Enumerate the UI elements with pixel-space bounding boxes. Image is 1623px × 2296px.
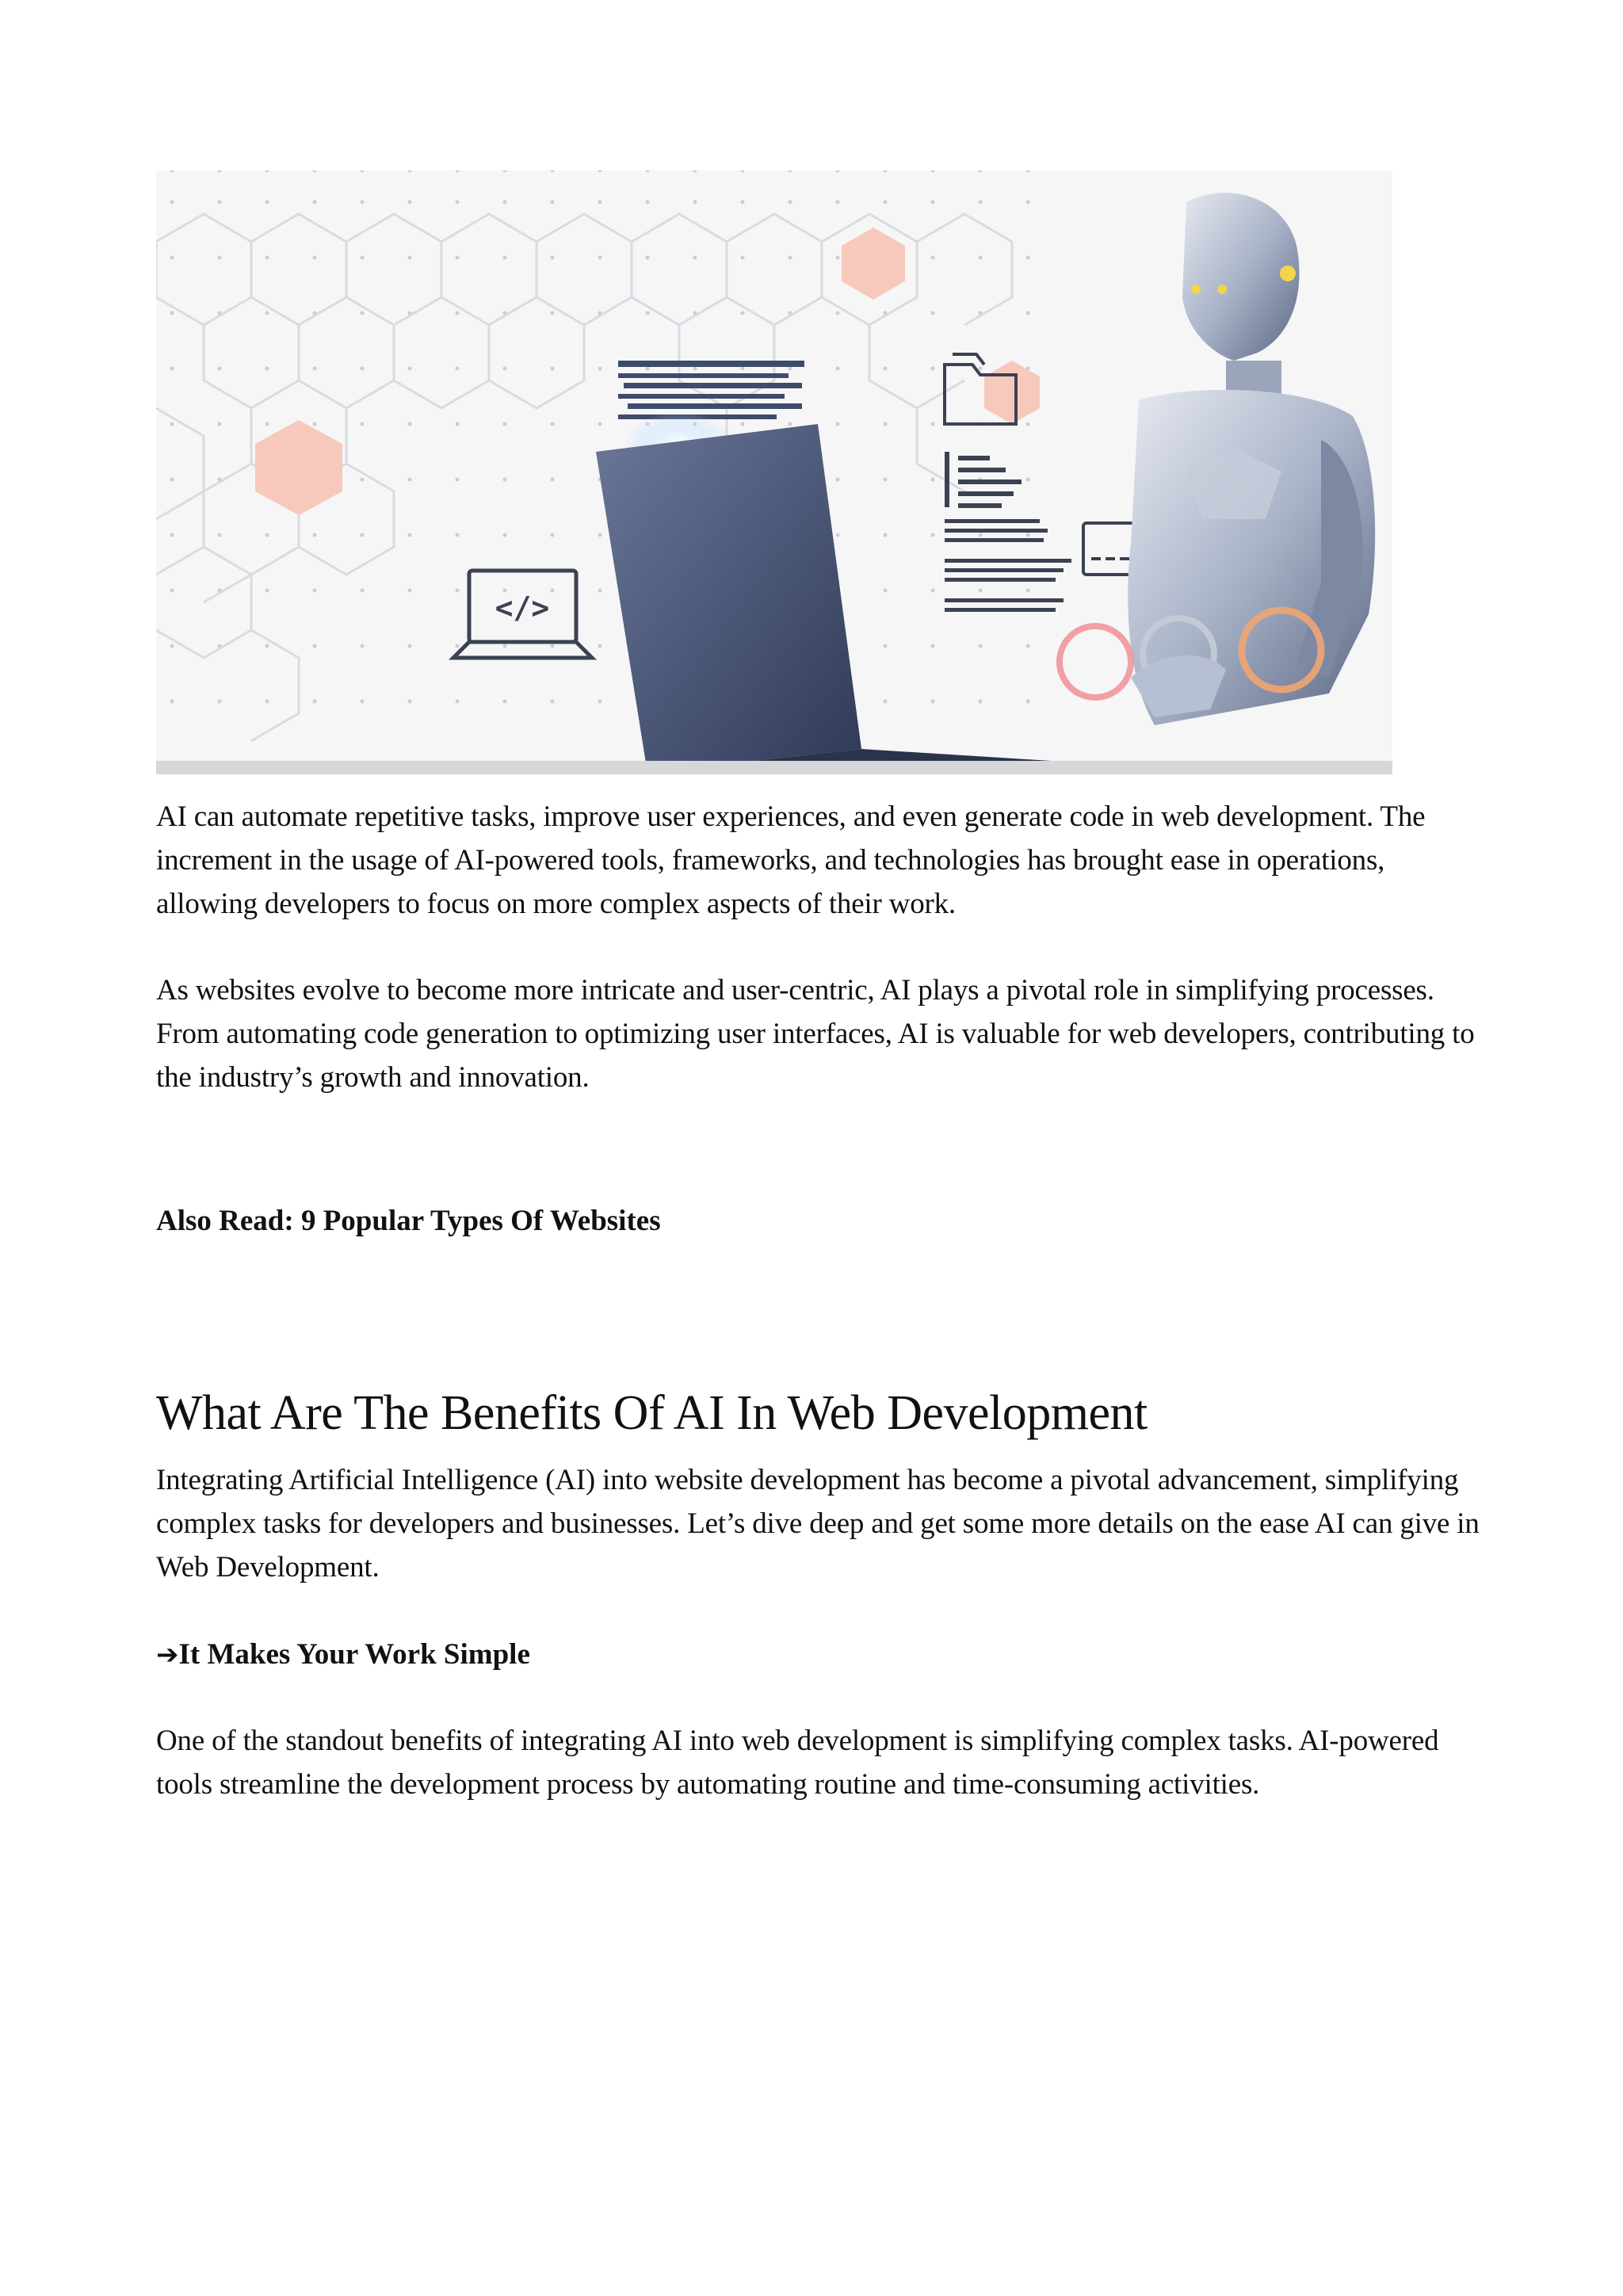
hero-illustration xyxy=(156,170,1392,774)
laptop xyxy=(596,412,1052,774)
subheading-text: It Makes Your Work Simple xyxy=(178,1638,530,1671)
paragraph-4-block xyxy=(156,1719,1487,1806)
subheading xyxy=(156,1633,1487,1677)
section-heading-block xyxy=(156,1383,1487,1443)
paragraph-2: As websites evolve to become more intricate and user-centric, AI plays a pivotal role in simplifying processes. From automating code generation to optimizing user interfaces, AI is valuable for web developers, contributing to the industry’s growth and innovation. xyxy=(156,974,1475,1094)
paragraph-1: AI can automate repetitive tasks, improve user experiences, and even generate code in web development. The increment in the usage of AI-powered tools, frameworks, and technologies has brought ease in operations, allowing developers to focus on more complex aspects of their work. xyxy=(156,800,1426,920)
desk-surface xyxy=(156,761,1392,774)
paragraph-2-block xyxy=(156,968,1487,1099)
subheading-block xyxy=(156,1633,1487,1677)
paragraph-4: One of the standout benefits of integrating AI into web development is simplifying complex tasks. AI-powered tools streamline the development process by automating routine and time-consuming activities. xyxy=(156,1725,1439,1801)
paragraph-3-block xyxy=(156,1458,1487,1589)
paragraph-1-block xyxy=(156,795,1487,926)
robot-figure xyxy=(1060,193,1375,725)
code-tag-text: </> xyxy=(495,590,550,625)
paragraph-3: Integrating Artificial Intelligence (AI) into website development has become a pivotal advancement, simplifying complex tasks for developers and businesses. Let’s dive deep and get some more details on the ease AI can give in Web Development. xyxy=(156,1464,1480,1584)
section-heading: What Are The Benefits Of AI In Web Development xyxy=(156,1386,1148,1440)
arrow-icon: ➔ xyxy=(156,1639,179,1671)
hero-image xyxy=(156,170,1392,774)
also-read-block xyxy=(156,1199,1487,1243)
also-read-link[interactable]: Also Read: 9 Popular Types Of Websites xyxy=(156,1205,661,1237)
data-readout xyxy=(945,452,1071,612)
